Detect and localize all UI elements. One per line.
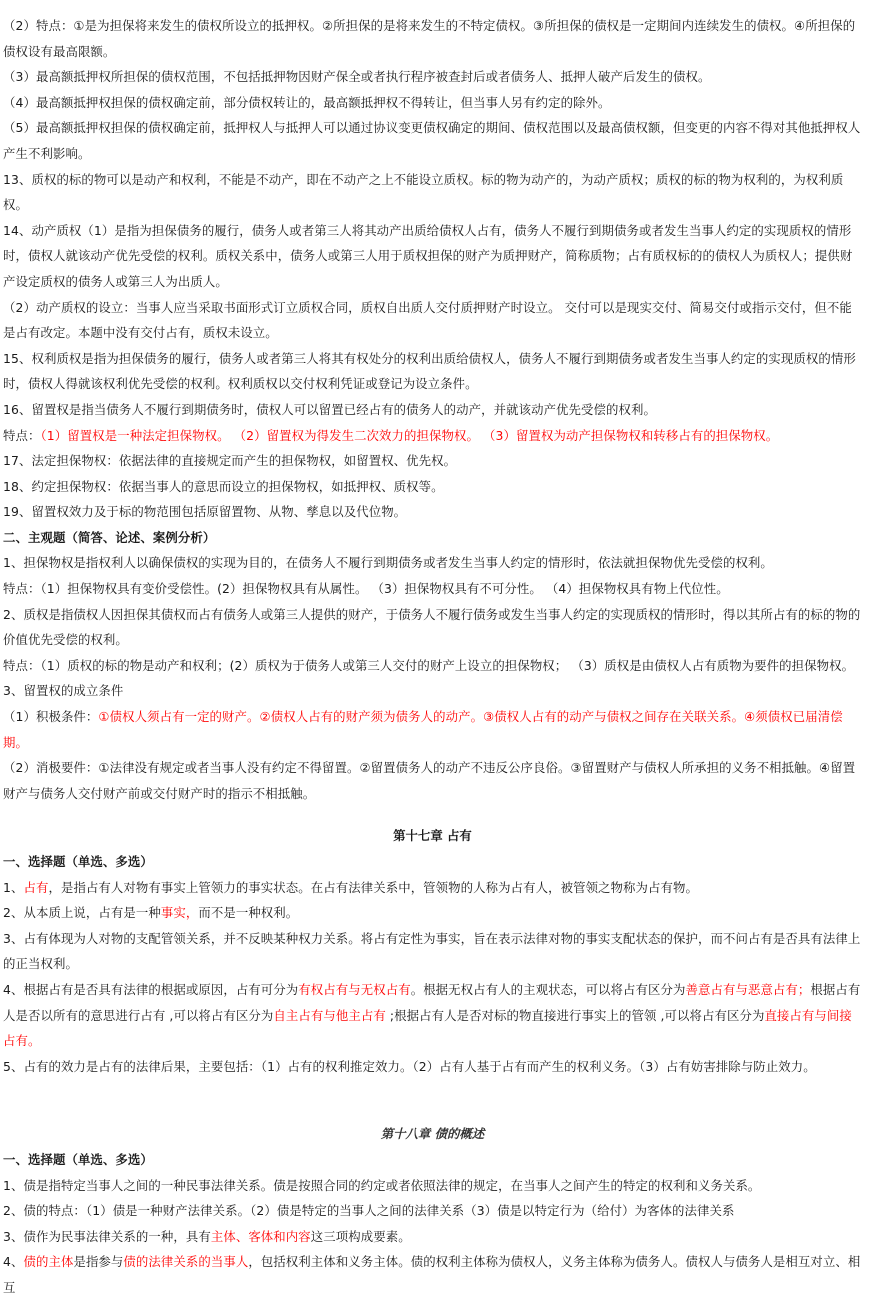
text: ，包括权利主体和义务主体。债的权利主体称为债权人，义务主体称为债务人。债权人与债务人是相互对立、相互 (3, 1254, 861, 1295)
paragraph-possession-4 (3, 977, 862, 1054)
paragraph-security-right: 1、担保物权是指权利人以确保债权的实现为目的，在债务人不履行到期债务或者发生当事人约定的情形时，依法就担保物优先受偿的权利。 (3, 555, 773, 571)
text: 3、债作为民事法律关系的一种，具有 (3, 1228, 211, 1244)
paragraph-possession-5: 5、占有的效力是占有的法律后果，主要包括：（1）占有的权利推定效力。（2）占有人基于占有而产生的权利义务。（3）占有妨害排除与防止效力。 (3, 1058, 816, 1074)
paragraph-item-19: 19、留置权效力及于标的物范围包括原留置物、从物、孳息以及代位物。 (3, 504, 407, 520)
highlight-text: 事实， (160, 905, 199, 921)
paragraph-obligation-2: 2、债的特点：（1）债是一种财产法律关系。（2）债是特定的当事人之间的法律关系（3）债是以特定行为（给付）为客体的法律关系 (3, 1203, 735, 1219)
text: 2、从本质上说，占有是一种 (3, 905, 161, 921)
text: 是指参与 (73, 1254, 124, 1270)
section-heading-subjective: 二、主观题（简答、论述、案例分析） (3, 529, 216, 545)
highlight-text: ①债权人须占有一定的财产。②债权人占有的财产须为债务人的动产。③债权人占有的动产与债权之间存在关联关系。④须债权已届清偿期。 (3, 709, 843, 750)
text: ;根据占有人是否对标的物直接进行事实上的管领 ,可以将占有区分为 (385, 1007, 765, 1023)
paragraph-item-16: 16、留置权是指当债务人不履行到期债务时，债权人可以留置已经占有的债务人的动产，并就该动产优先受偿的权利。 (3, 401, 656, 417)
paragraph-pledge-features: 特点：（1）质权的标的物是动产和权利；(2）质权为于债务人或第三人交付的财产上设立的担保物权； （3）质权是由债权人占有质物为要件的担保物权。 (3, 657, 855, 673)
paragraph-max-mortgage-features: （2）特点：①是为担保将来发生的债权所设立的抵押权。②所担保的是将来发生的不特定债权。③所担保的债权是一定期间内连续发生的债权。④所担保的债权设有最高限额。 (3, 18, 856, 59)
paragraph-max-mortgage-transfer: （4）最高额抵押权担保的债权确定前，部分债权转让的，最高额抵押权不得转让，但当事人另有约定的除外。 (3, 94, 611, 110)
highlight-text: （1）留置权是一种法定担保物权。 （2）留置权为得发生二次效力的担保物权。 （3）留置权为动产担保物权和转移占有的担保物权。 (40, 427, 779, 443)
paragraph-possession-1 (3, 875, 862, 901)
paragraph-possession-3: 3、占有体现为人对物的支配管领关系，并不反映某种权力关系。将占有定性为事实，旨在表示法律对物的事实支配状态的保护，而不问占有是否具有法律上的正当权利。 (3, 930, 861, 972)
text: ，是指占有人对物有事实上管领力的事实状态。在占有法律关系中，管领物的人称为占有人，被管领之物称为占有物。 (48, 879, 698, 895)
highlight-text: 占有 (23, 879, 49, 895)
chapter-title-17: 第十七章 占有 (393, 828, 472, 844)
section-heading-choice-17: 一、选择题（单选、多选） (3, 854, 153, 869)
text: 这三项构成要素。 (310, 1228, 411, 1244)
paragraph-item-14-establishment: （2）动产质权的设立：当事人应当采取书面形式订立质权合同，质权自出质人交付质押财产时设立。 交付可以是现实交付、简易交付或指示交付，但不能是占有改定。本题中没有交付占有，质权未设立。 (3, 299, 852, 341)
paragraph-obligation-3 (3, 1224, 862, 1250)
highlight-text: 主体、客体和内容 (210, 1228, 311, 1244)
chapter-title-18: 第十八章 债的概述 (380, 1126, 485, 1142)
highlight-text: 直接占有与间接占有。 (3, 1007, 852, 1049)
paragraph-lien-conditions: 3、留置权的成立条件 (3, 683, 124, 699)
paragraph-pledge: 2、质权是指债权人因担保其债权而占有债务人或第三人提供的财产，于债务人不履行债务或发生当事人约定的实现质权的情形时，得以其所占有的标的物的价值优先受偿的权利。 (3, 606, 861, 648)
paragraph-lien-positive (3, 704, 862, 755)
section-heading-choice-18: 一、选择题（单选、多选） (3, 1151, 153, 1167)
paragraph-item-14: 14、动产质权（1）是指为担保债务的履行，债务人或者第三人将其动产出质给债权人占有，债务人不履行到期债务或者发生当事人约定的实现质权的情形时，债权人就该动产优先受偿的权利。质权关系中，债务人或第三人用于质权担保的财产为质押财产，简称质物；占有质权标的的债权人为质权人；提供财产设定质权的债务人或第三人为出质人。 (3, 222, 853, 289)
text: 4、 (3, 1254, 24, 1270)
text: 根据占有人是否以所有的意思进行占有 ,可以将占有区分为 (3, 981, 861, 1023)
highlight-text: 债的法律关系的当事人 (123, 1254, 249, 1270)
paragraph-obligation-1: 1、债是指特定当事人之间的一种民事法律关系。债是按照合同的约定或者依照法律的规定，在当事人之间产生的特定的权利和义务关系。 (3, 1177, 761, 1193)
paragraph-item-13: 13、质权的标的物可以是动产和权利，不能是不动产，即在不动产之上不能设立质权。标的物为动产的，为动产质权；质权的标的物为权利的，为权利质权。 (3, 171, 844, 213)
paragraph-item-16-features (3, 423, 862, 449)
paragraph-item-15: 15、权利质权是指为担保债务的履行，债务人或者第三人将其有权处分的权利出质给债权人，债务人不履行到期债务或者发生当事人约定的实现质权的情形时，债权人得就该权利优先受偿的权利。权利质权以交付权利凭证或登记为设立条件。 (3, 350, 856, 392)
paragraph-item-17: 17、法定担保物权：依据法律的直接规定而产生的担保物权，如留置权、优先权。 (3, 453, 457, 469)
text: 。根据无权占有人的主观状态，可以将占有区分为 (410, 981, 686, 997)
paragraph-lien-negative: （2）消极要件：①法律没有规定或者当事人没有约定不得留置。②留置债务人的动产不违反公序良俗。③留置财产与债权人所承担的义务不相抵触。④留置财产与债务人交付财产前或交付财产时的指示不相抵触。 (3, 760, 856, 801)
paragraph-security-right-features: 特点：（1）担保物权具有变价受偿性。(2）担保物权具有从属性。 （3）担保物权具有不可分性。 （4）担保物权具有物上代位性。 (3, 581, 729, 597)
positive-label: （1）积极条件： (3, 709, 99, 725)
paragraph-max-mortgage-scope: （3）最高额抵押权所担保的债权范围，不包括抵押物因财产保全或者执行程序被查封后或者债务人、抵押人破产后发生的债权。 (3, 69, 711, 85)
text: 而不是一种权利。 (198, 905, 299, 921)
paragraph-max-mortgage-change: （5）最高额抵押权担保的债权确定前，抵押权人与抵押人可以通过协议变更债权确定的期间、债权范围以及最高债权额，但变更的内容不得对其他抵押权人产生不利影响。 (3, 120, 861, 161)
highlight-text: 债的主体 (23, 1254, 74, 1270)
highlight-text: 自主占有与他主占有 (273, 1007, 386, 1023)
highlight-text: 有权占有与无权占有 (298, 981, 411, 997)
paragraph-item-18: 18、约定担保物权：依据当事人的意思而设立的担保物权，如抵押权、质权等。 (3, 478, 444, 494)
highlight-text: 善意占有与恶意占有； (685, 981, 811, 997)
features-label: 特点： (3, 427, 41, 443)
text: 1、 (3, 879, 24, 895)
text: 4、根据占有是否具有法律的根据或原因，占有可分为 (3, 981, 299, 997)
paragraph-possession-2 (3, 900, 862, 926)
